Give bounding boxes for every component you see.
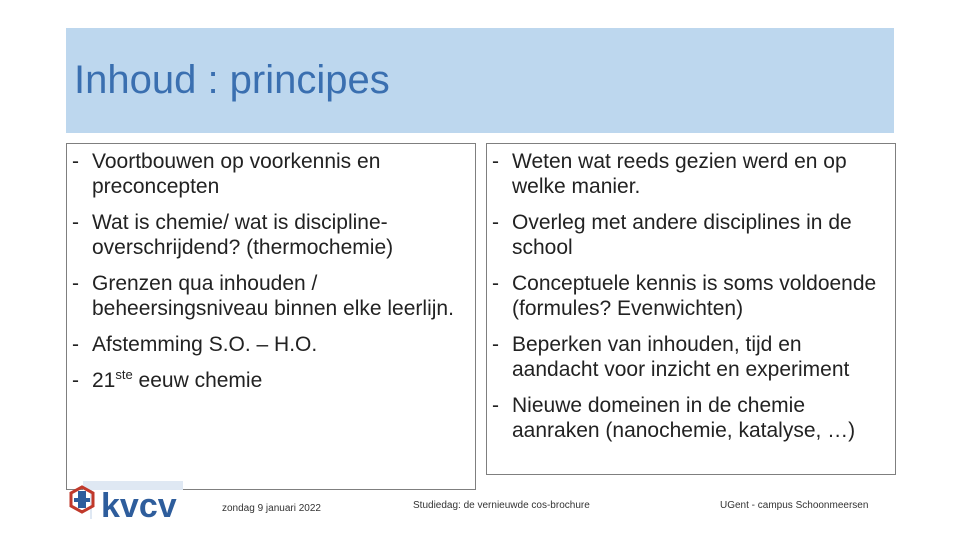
list-item: [492, 149, 892, 199]
list-item-text: Voortbouwen op voorkennis en preconcepten: [92, 150, 381, 198]
list-item-text: eeuw chemie: [132, 369, 263, 392]
right-content-box: [486, 143, 896, 475]
list-item-text: Conceptuele kennis is soms voldoende (formules? Evenwichten): [512, 272, 877, 320]
left-bullet-list: [72, 149, 467, 404]
footer-place: UGent - campus Schoonmeersen: [720, 500, 869, 511]
list-item: [492, 393, 892, 443]
list-item-text: Beperken van inhouden, tijd en aandacht voor inzicht en experiment: [512, 333, 850, 381]
list-item: [72, 210, 467, 260]
right-bullet-list: [492, 149, 892, 454]
list-item: [72, 332, 467, 357]
list-item: [492, 210, 892, 260]
footer-event: Studiedag: de vernieuwde cos-brochure: [413, 500, 590, 511]
list-item: [492, 271, 892, 321]
logo-text: kvcv: [101, 487, 177, 523]
list-item-text: Weten wat reeds gezien werd en op welke manier.: [512, 150, 847, 198]
list-item: [492, 332, 892, 382]
list-item-text: Wat is chemie/ wat is discipline-overschrijdend? (thermochemie): [92, 211, 394, 259]
list-item-text: Overleg met andere disciplines in de school: [512, 211, 852, 259]
list-item-number: 21: [92, 369, 116, 392]
list-item-text: Grenzen qua inhouden / beheersingsniveau binnen elke leerlijn.: [92, 272, 454, 320]
kvcv-logo: [68, 479, 186, 523]
list-item: [72, 149, 467, 199]
list-item-superscript: ste: [115, 367, 133, 382]
list-item: [72, 271, 467, 321]
left-content-box: [66, 143, 476, 490]
footer-date: zondag 9 januari 2022: [222, 503, 321, 514]
kvcv-logo-graphic: [68, 479, 186, 523]
list-item-text: Nieuwe domeinen in de chemie aanraken (nanochemie, katalyse, …): [512, 394, 856, 442]
list-item: [72, 368, 467, 393]
list-item-text: Afstemming S.O. – H.O.: [92, 333, 318, 356]
slide-title: Inhoud : principes: [74, 58, 390, 102]
